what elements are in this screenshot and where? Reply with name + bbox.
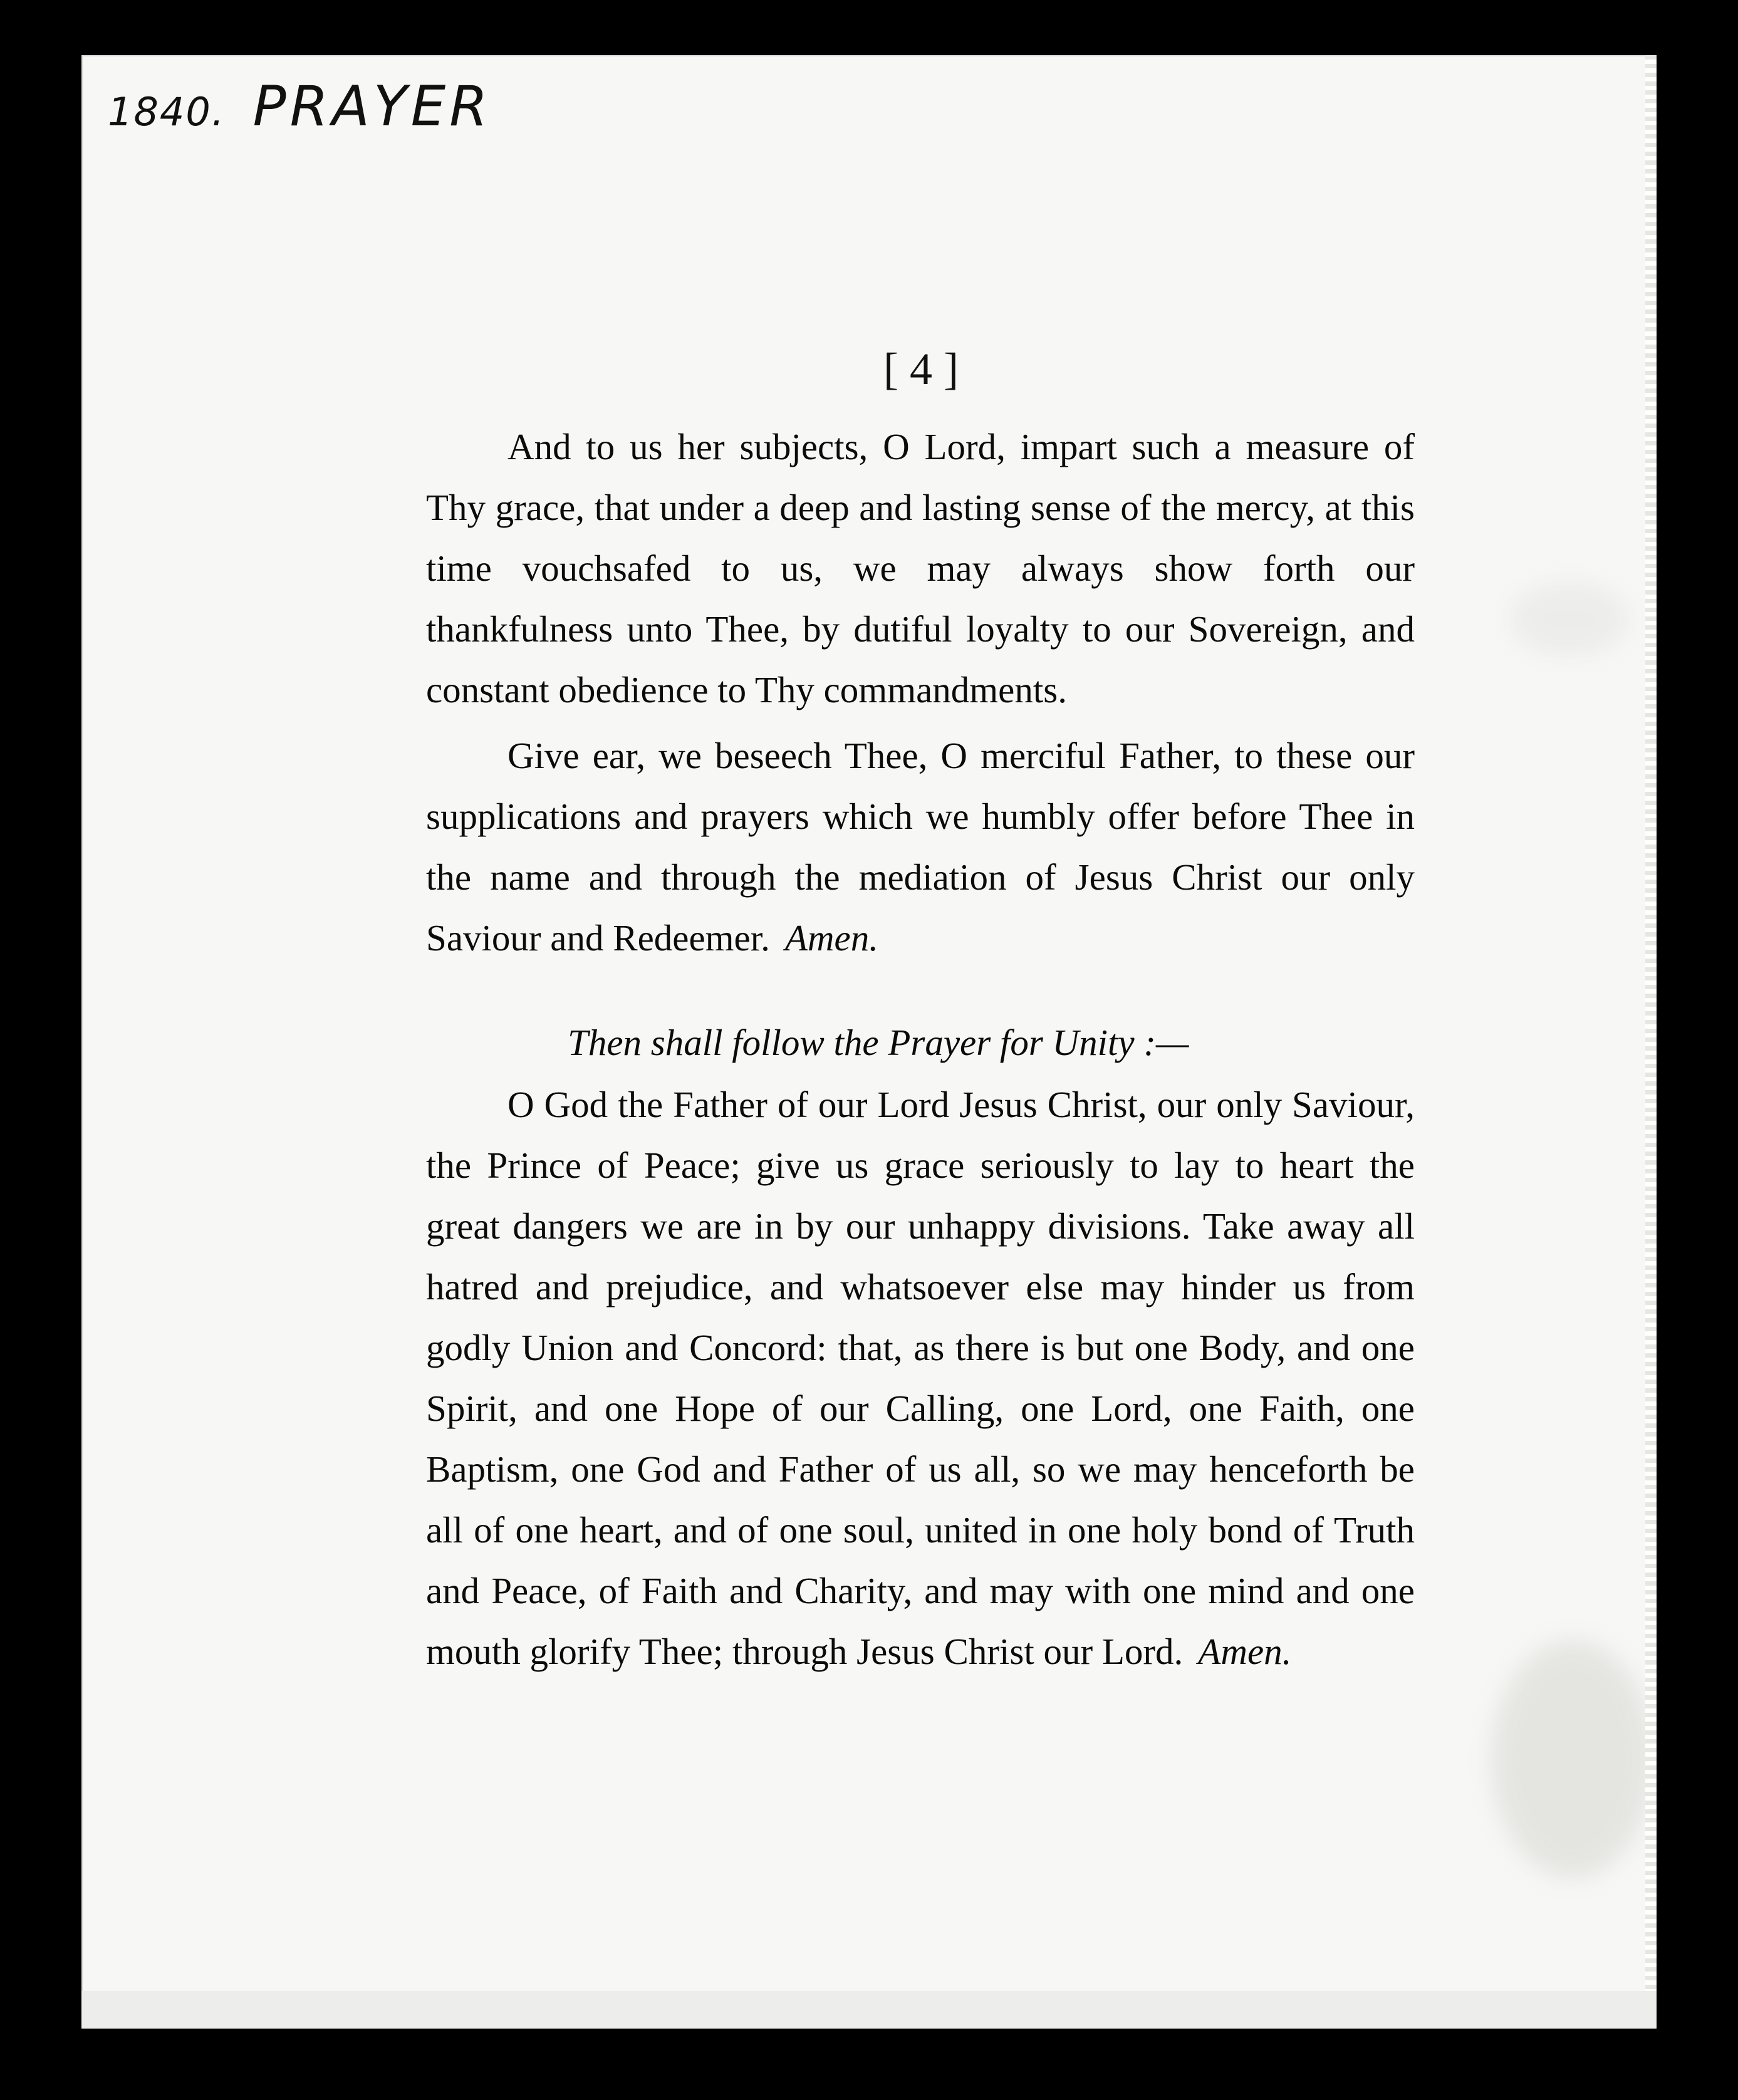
paragraph-text: And to us her subjects, O Lord, impart such a measure of Thy grace, that under a deep and lasting sense of the mercy, at this time vouchsafed to us, we may always show forth our thankfulness unto Thee, by dutiful loyalty to our Sovereign, and constant obedience to Thy commandments. <box>426 426 1415 710</box>
amen: Amen. <box>784 917 878 959</box>
unity-prayer <box>426 1074 1415 1682</box>
paragraph <box>426 417 1415 720</box>
paragraph-text: Give ear, we beseech Thee, O merciful Father, to these our supplications and prayers which we humbly offer before Thee in the name and through the mediation of Jesus Christ our only Saviour and Redeemer. <box>426 735 1415 959</box>
paragraph <box>426 725 1415 969</box>
unity-prayer-text: O God the Father of our Lord Jesus Christ, our only Saviour, the Prince of Peace; give us grace seriously to lay to heart the great dangers we are in by our unhappy divisions. Take away all hatred and prejudice, and whatsoever else may hinder us from godly Union and Concord: that, as there is but one Body, and one Spirit, and one Hope of our Calling, one Lord, one Faith, one Baptism, one God and Father of us all, so we may henceforth be all of one heart, and of one soul, united in one holy bond of Truth and Peace, of Faith and Charity, and may with one mind and one mouth glorify Thee; through Jesus Christ our Lord. <box>426 1084 1415 1672</box>
rubric: Then shall follow the Prayer for Unity :— <box>568 1022 1189 1063</box>
amen: Amen. <box>1198 1631 1292 1672</box>
annotation-word: PRAYER <box>252 74 492 138</box>
page-number: [ 4 ] <box>883 344 959 394</box>
handwritten-annotation <box>108 74 491 138</box>
body-text <box>426 417 1415 1682</box>
show-through-stain <box>1510 581 1629 657</box>
annotation-year: 1840. <box>108 89 226 135</box>
show-through-stain <box>1491 1640 1654 1878</box>
page-edge-shadow <box>81 1991 1657 2029</box>
